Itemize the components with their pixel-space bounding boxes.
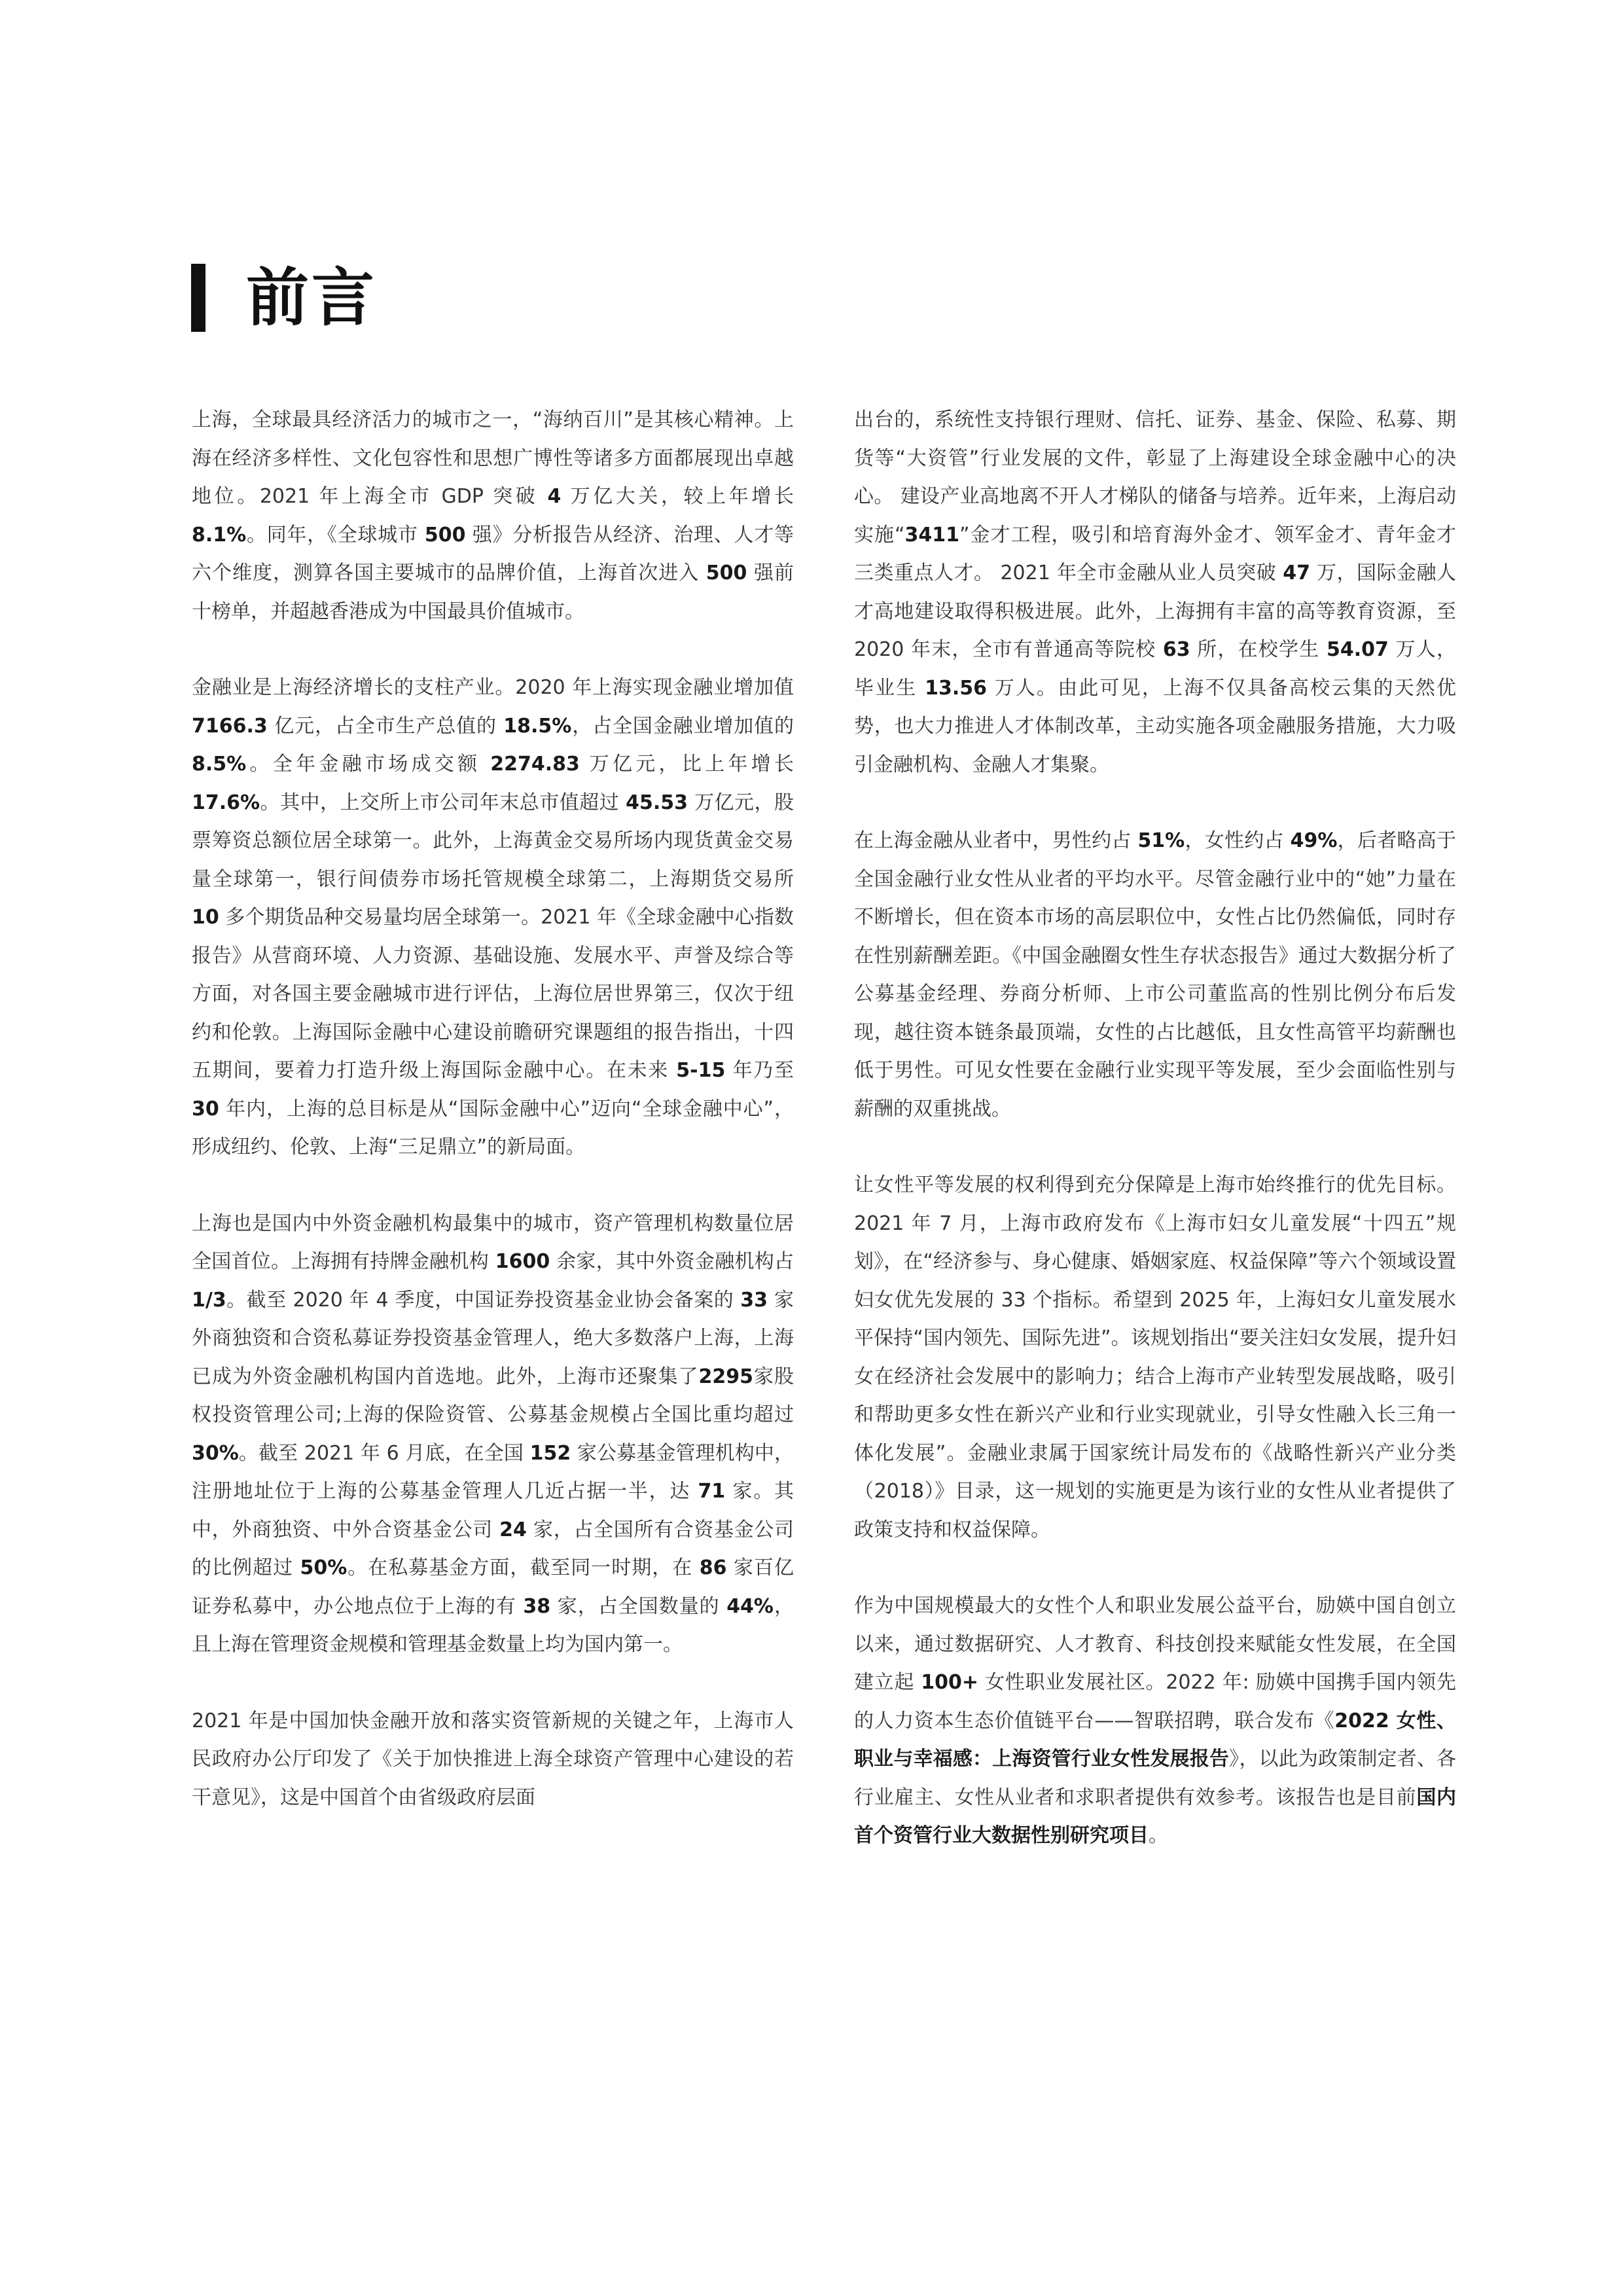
bold-text: 8.1% [192,523,247,547]
bold-text: 86 [699,1556,727,1579]
text-run: 。其中，上交所上市公司年末总市值超过 [260,791,626,814]
bold-text: 500 [424,523,466,547]
text-run: 万人，毕业生 [854,638,1456,700]
text-run: ，且上海在管理资金规模和管理基金数量上均为国内第一。 [192,1594,794,1656]
paragraph-p7 [854,1166,1456,1549]
bold-text: 24 [499,1518,527,1541]
text-run: 上海，全球最具经济活力的城市之一，“海纳百川”是其核心精神。上海在经济多样性、文化包容性和思想广博性等诸多方面都展现出卓越地位。2021 年上海全市 GDP 突破 [192,408,794,508]
bold-text: 152 [529,1441,571,1465]
bold-text: 45.53 [626,791,688,814]
bold-text: 54.07 [1327,638,1389,661]
text-run: 。同年，《全球城市 [246,523,425,547]
bold-text: 44% [726,1594,774,1618]
text-run: 家股权投资管理公司;上海的保险资管、公募基金规模占全国比重均超过 [192,1365,794,1426]
text-run: 万亿元，股票筹资总额位居全球第一。此外，上海黄金交易所场内现货黄金交易量全球第一，银行间债券市场托管规模全球第二，上海期货交易所 [192,791,794,891]
bold-text: 13.56 [925,676,988,700]
text-run: 万亿元，比上年增长 [579,753,794,776]
text-run: 上海也是国内中外资金融机构最集中的城市，资产管理机构数量位居全国首位。上海拥有持牌金融机构 [192,1211,794,1273]
text-run: 2021 年是中国加快金融开放和落实资管新规的关键之年，上海市人民政府办公厅印发了《关于加快推进上海全球资产管理中心建设的若干意见》，这是中国首个由省级政府层面 [192,1709,794,1809]
bold-text: 2274.83 [490,753,580,776]
text-run: 金融业是上海经济增长的支柱产业。2020 年上海实现金融业增加值 [192,676,794,699]
paragraph-p4 [192,1702,794,1818]
text-run: 作为中国规模最大的女性个人和职业发展公益平台，励媖中国自创立以来，通过数据研究、人才教育、科技创投来赋能女性发展，在全国建立起 [854,1594,1456,1694]
bold-text: 2295 [698,1365,754,1388]
text-run: 家公募基金管理机构中，注册地址位于上海的公募基金管理人几近占据一半，达 [192,1441,794,1503]
paragraph-p2 [192,669,794,1167]
right-column [854,401,1456,1893]
bold-text: 3411 [904,523,959,547]
text-run: 。截至 2020 年 4 季度，中国证券投资基金业协会备案的 [226,1288,741,1312]
bold-text: 51% [1137,829,1185,852]
text-run: 家外商独资和合资私募证券投资基金管理人，绝大多数落户上海，上海已成为外资金融机构国内首选地。此外，上海市还聚集了 [192,1288,794,1388]
text-run: 亿元，占全市生产总值的 [267,714,504,738]
text-run: 年内，上海的总目标是从“国际金融中心”迈向“全球金融中心”，形成纽约、伦敦、上海“三足鼎立”的新局面。 [192,1097,794,1158]
heading-accent-bar [191,264,205,332]
bold-text: 49% [1290,829,1338,852]
text-run: 万，国际金融人才高地建设取得积极进展。此外，上海拥有丰富的高等教育资源，至 2020 年末，全市有普通高等院校 [854,562,1456,661]
bold-text: 10 [192,906,219,929]
bold-text: 100+ [921,1671,979,1694]
bold-text: 30% [192,1441,239,1465]
bold-text: 38 [523,1594,551,1618]
bold-text: 2022 女性、职业与幸福感：上海资管行业女性发展报告 [854,1709,1456,1770]
text-run: 家，占全国数量的 [550,1594,727,1618]
text-run: ，女性约占 [1185,829,1291,852]
text-run: 万亿大关，较上年增长 [561,485,794,508]
text-run: 》，以此为政策制定者、各行业雇主、女性从业者和求职者提供有效参考。该报告也是目前 [854,1748,1457,1809]
text-run: ”金才工程，吸引和培育海外金才、领军金才、青年金才三类重点人才。 2021 年全市金融从业人员突破 [854,523,1456,584]
page-heading [191,262,377,334]
text-run: 家百亿证券私募中，办公地点位于上海的有 [192,1556,794,1618]
text-run: 。截至 2021 年 6 月底，在全国 [238,1441,530,1465]
bold-text: 500 [705,562,747,584]
text-run: 余家，其中外资金融机构占 [550,1250,794,1273]
text-run: 万人。由此可见，上海不仅具备高校云集的天然优势，也大力推进人才体制改革，主动实施各项金融服务措施，大力吸引金融机构、金融人才集聚。 [854,676,1456,776]
paragraph-p8 [854,1587,1456,1856]
text-run: 让女性平等发展的权利得到充分保障是上海市始终推行的优先目标。2021 年 7 月，上海市政府发布《上海市妇女儿童发展“十四五”规划》，在“经济参与、身心健康、婚姻家庭、权益保障”等六个领域设置妇女优先发展的 33 个指标。希望到 2025 年，上海妇女儿童发展水平保持“国内领先、国际先进”。该规划指出“要关注妇女发展，提升妇女在经济社会发展中的影响力；结合上海市产业转型发展战略，吸引和帮助更多女性在新兴产业和行业实现就业，引导女性融入长三角一体化发展”。金融业隶属于国家统计局发布的《战略性新兴产业分类（2018）》目录，这一规划的实施更是为该行业的女性从业者提供了政策支持和权益保障。 [854,1174,1456,1541]
text-run: 多个期货品种交易量均居全球第一。2021 年《全球金融中心指数报告》从营商环境、人力资源、基础设施、发展水平、声誉及综合等方面，对各国主要金融城市进行评估，上海位居世界第三，仅次于纽约和伦敦。上海国际金融中心建设前瞻研究课题组的报告指出，十四五期间，要着力打造升级上海国际金融中心。在未来 [192,906,794,1082]
text-run: 所，在校学生 [1190,638,1327,661]
text-run: 在上海金融从业者中，男性约占 [854,829,1138,852]
bold-text: 8.5% [192,753,247,776]
bold-text: 30 [192,1097,219,1121]
paragraph-p3 [192,1205,794,1664]
bold-text: 47 [1283,562,1311,584]
paragraph-p1 [192,401,794,631]
bold-text: 17.6% [192,791,260,814]
bold-text: 1/3 [192,1288,226,1312]
text-run: ，占全国金融业增加值的 [571,714,794,738]
bold-text: 4 [547,485,562,508]
text-run: 。 [1149,1824,1168,1847]
text-run: 女性职业发展社区。2022 年: 励媖中国携手国内领先的人力资本生态价值链平台——智联招聘，联合发布《 [854,1671,1456,1732]
text-run: 。全年金融市场成交额 [246,753,491,776]
text-run: ，后者略高于全国金融行业女性从业者的平均水平。尽管金融行业中的“她”力量在不断增长，但在资本市场的高层职位中，女性占比仍然偏低，同时存在性别薪酬差距。《中国金融圈女性生存状态报告》通过大数据分析了公募基金经理、券商分析师、上市公司董监高的性别比例分布后发现，越往资本链条最顶端，女性的占比越低，且女性高管平均薪酬也低于男性。可见女性要在金融行业实现平等发展，至少会面临性别与薪酬的双重挑战。 [854,829,1456,1121]
page-title: 前言 [246,261,377,334]
bold-text: 63 [1162,638,1190,661]
text-run: 年乃至 [725,1059,794,1082]
paragraph-p5 [854,401,1456,784]
text-run: 强前十榜单，并超越香港成为中国最具价值城市。 [192,562,794,623]
text-run: 家。其中，外商独资、中外合资基金公司 [192,1480,794,1541]
bold-text: 5-15 [676,1059,726,1082]
bold-text: 1600 [495,1250,550,1273]
text-run: 强》分析报告从经济、治理、人才等六个维度，测算各国主要城市的品牌价值，上海首次进入 [192,523,794,584]
bold-text: 国内首个资管行业大数据性别研究项目 [854,1785,1457,1847]
text-run: 家，占全国所有合资基金公司的比例超过 [192,1518,794,1579]
paragraph-p6 [854,822,1456,1128]
text-run: 出台的，系统性支持银行理财、信托、证券、基金、保险、私募、期货等“大资管”行业发展的文件，彰显了上海建设全球金融中心的决心。 建设产业高地离不开人才梯队的储备与培养。近年来，上海启动实施“ [854,408,1456,547]
left-column [192,401,794,1855]
text-run: 。在私募基金方面，截至同一时期，在 [347,1556,700,1579]
bold-text: 33 [740,1288,768,1312]
bold-text: 7166.3 [192,714,268,738]
bold-text: 71 [698,1480,726,1503]
bold-text: 50% [300,1556,348,1579]
bold-text: 18.5% [503,714,572,738]
